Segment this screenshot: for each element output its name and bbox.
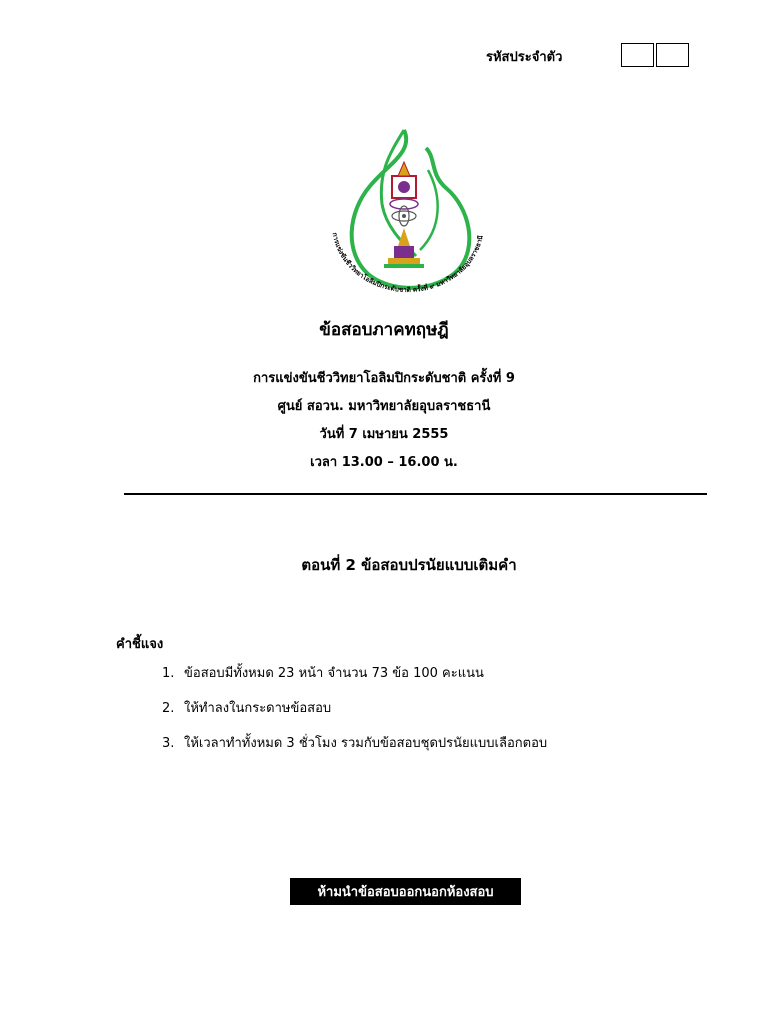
instruction-item	[162, 662, 484, 683]
divider	[124, 493, 707, 495]
student-id-label: รหัสประจำตัว	[486, 50, 563, 65]
instruction-number: 1.	[162, 666, 175, 681]
exam-warning-banner: ห้ามนำข้อสอบออกนอกห้องสอบ	[290, 878, 521, 905]
student-id-boxes	[621, 43, 689, 67]
instruction-item	[162, 732, 547, 753]
competition-name: การแข่งขันชีววิทยาโอลิมปิกระดับชาติ ครั้งที่ 9	[253, 371, 515, 386]
student-id-box-1[interactable]	[621, 43, 654, 67]
student-id-box-2[interactable]	[656, 43, 689, 67]
logo-green-inner	[420, 170, 438, 250]
logo-green-leaf	[381, 130, 416, 256]
temple-icon	[384, 228, 424, 268]
exam-date: วันที่ 7 เมษายน 2555	[319, 427, 449, 442]
instruction-number: 2.	[162, 701, 175, 716]
exam-time: เวลา 13.00 – 16.00 น.	[310, 455, 458, 470]
instruction-text: ให้ทำลงในกระดาษข้อสอบ	[184, 701, 332, 716]
instruction-text: ข้อสอบมีทั้งหมด 23 หน้า จำนวน 73 ข้อ 100 คะแนน	[184, 666, 484, 681]
exam-center: ศูนย์ สอวน. มหาวิทยาลัยอุบลราชธานี	[277, 399, 491, 414]
instructions-heading: คำชี้แจง	[116, 637, 164, 652]
logo-ring-text: การแข่งขันชีววิทยาโอลิมปิกระดับชาติ ครั้งที่ ๙ มหาวิทยาลัยอุบลราชธานี	[330, 231, 485, 295]
page-title: ข้อสอบภาคทฤษฎี	[319, 320, 449, 340]
instruction-number: 3.	[162, 736, 175, 751]
olympiad-logo	[318, 124, 494, 300]
instruction-text: ให้เวลาทำทั้งหมด 3 ชั่วโมง รวมกับข้อสอบชุดปรนัยแบบเลือกตอบ	[184, 736, 548, 751]
part-title: ตอนที่ 2 ข้อสอบปรนัยแบบเติมคำ	[301, 556, 517, 574]
royal-crest-icon	[390, 162, 418, 209]
instruction-item	[162, 697, 331, 718]
